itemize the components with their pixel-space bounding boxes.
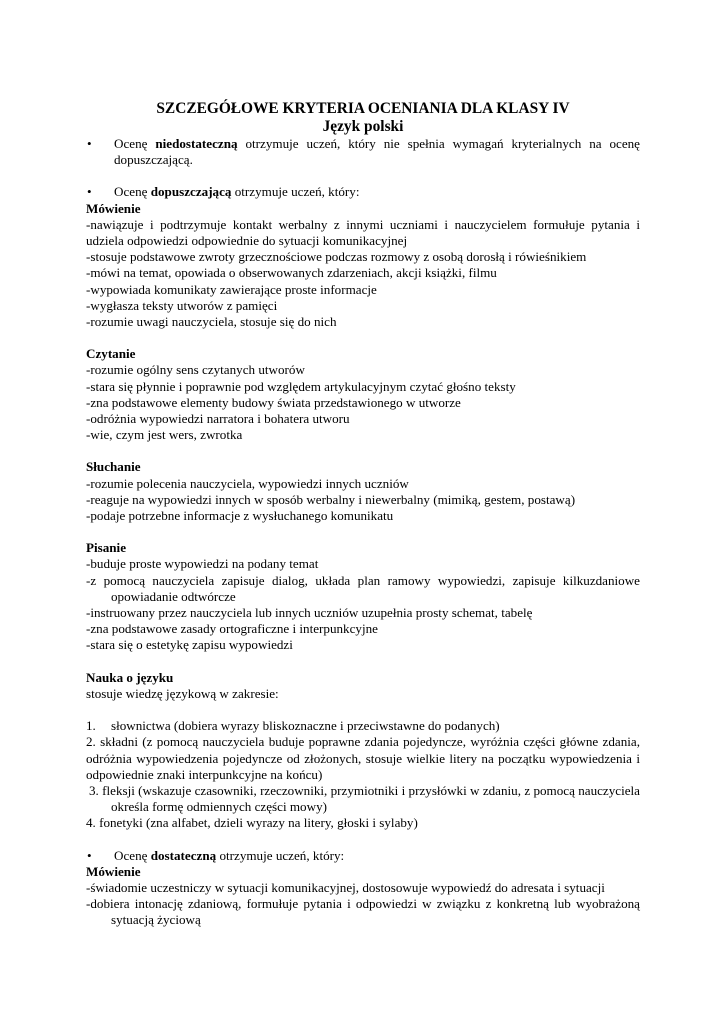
grade-suffix: otrzymuje uczeń, który: <box>231 184 360 200</box>
grade-dostateczna <box>86 848 640 864</box>
numbered-item: 4. fonetyki (zna alfabet, dzieli wyrazy na litery, głoski i sylaby) <box>86 815 418 831</box>
list-item: -zna podstawowe zasady ortograficzne i interpunkcyjne <box>86 621 378 637</box>
list-item: -wygłasza teksty utworów z pamięci <box>86 297 278 313</box>
numbered-item <box>86 718 640 734</box>
list-item: -świadomie uczestniczy w sytuacji komunikacyjnej, dostosowuje wypowiedź do adresata i sytuacji <box>86 879 605 895</box>
list-item: -z pomocą nauczyciela zapisuje dialog, układa plan ramowy wypowiedzi, zapisuje kilkuzdaniowe opowiadanie odtwórcze <box>86 572 640 604</box>
list-item: -stara się płynnie i poprawnie pod względem artykulacyjnym czytać głośno teksty <box>86 378 516 394</box>
numbered-item: 3. fleksji (wskazuje czasowniki, rzeczowniki, przymiotniki i przysłówki w zdaniu, z pomocą nauczyciela określa formę odmiennych części mowy) <box>89 782 640 815</box>
bullet-icon: • <box>87 136 92 151</box>
document-page <box>86 100 640 929</box>
list-item: -rozumie uwagi nauczyciela, stosuje się do nich <box>86 314 337 330</box>
list-item: -nawiązuje i podtrzymuje kontakt werbalny z innymi uczniami i nauczycielem formułuje pytania i udziela odpowiedzi odpowiednie do sytuacji komunikacyjnej <box>86 216 640 249</box>
grade-suffix: otrzymuje uczeń, który: <box>216 847 345 863</box>
list-item: -wie, czym jest wers, zwrotka <box>86 427 243 443</box>
grade-name: niedostateczną <box>155 136 238 151</box>
list-item: -instruowany przez nauczyciela lub innych uczniów uzupełnia prosty schemat, tabelę <box>86 605 533 621</box>
list-item: -reaguje na wypowiedzi innych w sposób werbalny i niewerbalny (mimiką, gestem, postawą) <box>86 491 576 507</box>
list-item: -stosuje podstawowe zwroty grzecznościowe podczas rozmowy z osobą dorosłą i rówieśnikiem <box>86 249 587 265</box>
list-item: -podaje potrzebne informacje z wysłuchanego komunikatu <box>86 508 394 524</box>
list-item: -rozumie ogólny sens czytanych utworów <box>86 362 305 378</box>
grade-prefix: Ocenę <box>114 184 151 200</box>
section-heading-sluchanie: Słuchanie <box>86 459 141 475</box>
grade-niedostateczna <box>86 136 640 168</box>
section-heading-mowienie: Mówienie <box>86 200 141 216</box>
section-heading-mowienie: Mówienie <box>86 863 141 879</box>
document-subtitle: Język polski <box>322 118 404 135</box>
list-item: -rozumie polecenia nauczyciela, wypowiedzi innych uczniów <box>86 475 409 491</box>
list-item: -zna podstawowe elementy budowy świata przedstawionego w utworze <box>86 394 461 410</box>
list-item: -odróżnia wypowiedzi narratora i bohatera utworu <box>86 411 350 427</box>
grade-name: dopuszczającą <box>150 184 232 200</box>
bullet-icon: • <box>87 184 92 200</box>
list-item: -mówi na temat, opowiada o obserwowanych zdarzeniach, akcji książki, filmu <box>86 265 497 281</box>
grade-dopuszczajaca <box>86 184 640 200</box>
grade-suffix: otrzymuje uczeń, który nie spełnia wymagań kryterialnych na ocenę dopuszczającą. <box>114 136 640 168</box>
list-item: -wypowiada komunikaty zawierające proste informacje <box>86 281 377 297</box>
section-heading-nauka-o-jezyku: Nauka o języku <box>86 669 174 685</box>
document-title: SZCZEGÓŁOWE KRYTERIA OCENIANIA DLA KLASY IV <box>156 100 570 117</box>
item-text: słownictwa (dobiera wyrazy bliskoznaczne i przeciwstawne do podanych) <box>111 718 500 734</box>
section-heading-czytanie: Czytanie <box>86 346 136 362</box>
section-intro: stosuje wiedzę językową w zakresie: <box>86 685 279 701</box>
bullet-icon: • <box>87 847 92 863</box>
grade-prefix: Ocenę <box>114 136 156 151</box>
list-item: -dobiera intonację zdaniową, formułuje pytania i odpowiedzi w związku z konkretną lub wyobrażoną sytuacją życiową <box>86 896 640 928</box>
grade-name: dostateczną <box>150 847 217 863</box>
list-item: -stara się o estetykę zapisu wypowiedzi <box>86 637 293 653</box>
section-heading-pisanie: Pisanie <box>86 540 127 556</box>
numbered-item: 2. składni (z pomocą nauczyciela buduje poprawne zdania pojedyncze, wyróżnia części główne zdania, odróżnia wypowiedzenia pojedyncze od złożonych, stosuje wielkie litery na początku wypowiedzenia i odpowiednie znaki interpunkcyjne na końcu) <box>86 734 640 782</box>
list-item: -buduje proste wypowiedzi na podany temat <box>86 556 319 572</box>
grade-prefix: Ocenę <box>114 847 151 863</box>
item-number: 1. <box>86 718 96 734</box>
